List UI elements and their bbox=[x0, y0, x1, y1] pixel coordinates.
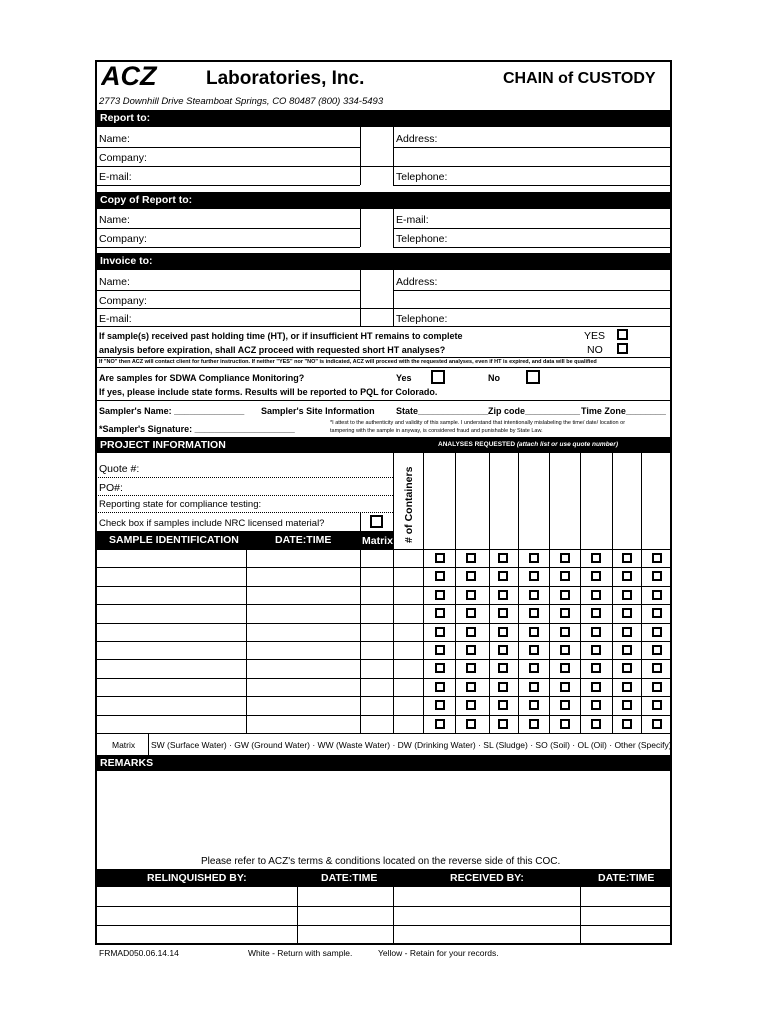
sample-datetime-cell[interactable] bbox=[248, 587, 359, 603]
copy-email-line bbox=[393, 228, 672, 229]
nrc-label: Check box if samples include NRC licensed material? bbox=[99, 518, 325, 529]
quote-label: Quote #: bbox=[99, 463, 140, 475]
analysis-checkbox[interactable] bbox=[466, 553, 476, 563]
received-label: RECEIVED BY: bbox=[450, 872, 524, 884]
remarks-box[interactable] bbox=[97, 771, 670, 853]
analysis-checkbox[interactable] bbox=[435, 553, 445, 563]
invoice-to-header: Invoice to: bbox=[95, 253, 672, 270]
analysis-checkbox[interactable] bbox=[435, 627, 445, 637]
invoice-telephone-label: Telephone: bbox=[396, 313, 448, 325]
sampler-zip-label: Zip code___________ bbox=[488, 406, 581, 416]
analysis-col-line bbox=[518, 453, 519, 733]
nrc-divider bbox=[360, 512, 361, 531]
analysis-col-line bbox=[455, 453, 456, 733]
invoice-divider-2 bbox=[393, 270, 394, 326]
report-divider-2 bbox=[393, 127, 394, 185]
analysis-checkbox[interactable] bbox=[652, 719, 662, 729]
analysis-checkbox[interactable] bbox=[466, 700, 476, 710]
col-datetime: DATE:TIME bbox=[275, 534, 332, 546]
ht-question-line1: If sample(s) received past holding time (HT), or if insufficient HT remains to complete bbox=[99, 331, 463, 341]
ht-no-checkbox[interactable] bbox=[617, 343, 628, 354]
report-name-label: Name: bbox=[99, 133, 130, 145]
sdwa-yes-checkbox[interactable] bbox=[431, 370, 445, 384]
analysis-checkbox[interactable] bbox=[435, 719, 445, 729]
terms-note: Please refer to ACZ's terms & conditions located on the reverse side of this COC. bbox=[201, 856, 561, 867]
yellow-copy-note: Yellow - Retain for your records. bbox=[378, 948, 499, 958]
received-cell-1[interactable] bbox=[395, 888, 579, 905]
sample-id-cell[interactable] bbox=[97, 568, 245, 584]
sample-datetime-cell[interactable] bbox=[248, 679, 359, 695]
sampler-site-info-label: Sampler's Site Information bbox=[261, 406, 375, 416]
sdwa-note: If yes, please include state forms. Results will be reported to PQL for Colorado. bbox=[99, 387, 438, 397]
analysis-checkbox[interactable] bbox=[435, 700, 445, 710]
logo-text: ACZ bbox=[101, 63, 157, 87]
analysis-checkbox[interactable] bbox=[652, 553, 662, 563]
sdwa-line bbox=[95, 400, 672, 401]
invoice-email-line bbox=[95, 326, 672, 327]
analysis-checkbox[interactable] bbox=[622, 553, 632, 563]
custody-row1-line bbox=[95, 906, 672, 907]
reporting-state-label: Reporting state for compliance testing: bbox=[99, 499, 262, 510]
sample-id-cell[interactable] bbox=[97, 587, 245, 603]
copy-name-label: Name: bbox=[99, 214, 130, 226]
analyses-requested-text: ANALYSES REQUESTED bbox=[438, 441, 516, 448]
analysis-checkbox[interactable] bbox=[435, 571, 445, 581]
copy-of-report-header: Copy of Report to: bbox=[95, 192, 672, 209]
sdwa-no-checkbox[interactable] bbox=[526, 370, 540, 384]
analysis-checkbox[interactable] bbox=[498, 627, 508, 637]
analysis-checkbox[interactable] bbox=[466, 608, 476, 618]
report-telephone-label: Telephone: bbox=[396, 171, 448, 183]
sampler-name-label: Sampler's Name: ______________ bbox=[99, 406, 245, 416]
white-copy-note: White - Return with sample. bbox=[248, 948, 353, 958]
acz-logo bbox=[101, 63, 179, 87]
analysis-checkbox[interactable] bbox=[466, 645, 476, 655]
form-id: FRMAD050.06.14.14 bbox=[99, 948, 179, 958]
analysis-col-line bbox=[489, 453, 490, 733]
analysis-checkbox[interactable] bbox=[435, 590, 445, 600]
report-company-line bbox=[95, 166, 672, 167]
analysis-col-line bbox=[580, 453, 581, 733]
analysis-checkbox[interactable] bbox=[622, 700, 632, 710]
sample-datetime-cell[interactable] bbox=[248, 568, 359, 584]
sample-id-cell[interactable] bbox=[97, 642, 245, 658]
copy-divider bbox=[360, 209, 361, 247]
sample-datetime-cell[interactable] bbox=[248, 716, 359, 732]
analysis-checkbox[interactable] bbox=[591, 645, 601, 655]
analysis-col-line bbox=[641, 453, 642, 733]
lab-address: 2773 Downhill Drive Steamboat Springs, CO 80487 (800) 334-5493 bbox=[99, 96, 384, 107]
analysis-checkbox[interactable] bbox=[466, 627, 476, 637]
analysis-checkbox[interactable] bbox=[529, 553, 539, 563]
attest-line2: tampering with the sample in anyway, is considered fraud and punishable by State Law. bbox=[330, 428, 543, 434]
analysis-checkbox[interactable] bbox=[560, 682, 570, 692]
analysis-checkbox[interactable] bbox=[529, 663, 539, 673]
analyses-requested-label bbox=[438, 441, 618, 448]
analysis-checkbox[interactable] bbox=[466, 682, 476, 692]
analysis-checkbox[interactable] bbox=[622, 571, 632, 581]
sample-datetime-cell[interactable] bbox=[248, 642, 359, 658]
attest-line1: *I attest to the authenticity and validity of this sample. I understand that intentionally mislabeling the time/ date/ location or bbox=[330, 420, 626, 426]
ht-note: If "NO" then ACZ will contact client for further instruction. If neither "YES" nor "NO" is indicated, ACZ will proceed with the requested analyses, even if HT is expired, and data will be qualified bbox=[99, 359, 597, 365]
analysis-checkbox[interactable] bbox=[622, 627, 632, 637]
sample-datetime-cell[interactable] bbox=[248, 697, 359, 713]
analysis-checkbox[interactable] bbox=[652, 663, 662, 673]
analysis-checkbox[interactable] bbox=[498, 719, 508, 729]
analysis-checkbox[interactable] bbox=[529, 645, 539, 655]
nrc-checkbox[interactable] bbox=[370, 515, 383, 528]
col-matrix: Matrix bbox=[362, 535, 393, 547]
report-divider bbox=[360, 127, 361, 185]
report-email-label: E-mail: bbox=[99, 171, 132, 183]
analysis-checkbox[interactable] bbox=[560, 645, 570, 655]
ht-note-line bbox=[95, 367, 672, 368]
analysis-checkbox[interactable] bbox=[560, 571, 570, 581]
copy-divider-2 bbox=[393, 209, 394, 247]
sample-id-cell[interactable] bbox=[97, 550, 245, 566]
analysis-checkbox[interactable] bbox=[435, 608, 445, 618]
analysis-checkbox[interactable] bbox=[652, 571, 662, 581]
po-label: PO#: bbox=[99, 482, 123, 494]
analysis-checkbox[interactable] bbox=[622, 590, 632, 600]
relinquished-label: RELINQUISHED BY: bbox=[147, 872, 247, 884]
analysis-checkbox[interactable] bbox=[622, 645, 632, 655]
analysis-checkbox[interactable] bbox=[529, 719, 539, 729]
invoice-email-label: E-mail: bbox=[99, 313, 132, 325]
report-telephone-line bbox=[393, 185, 672, 186]
analysis-checkbox[interactable] bbox=[560, 608, 570, 618]
analysis-checkbox[interactable] bbox=[529, 608, 539, 618]
sdwa-no-label: No bbox=[488, 373, 500, 383]
matrix-legend-label: Matrix bbox=[112, 740, 136, 750]
containers-label-wrap bbox=[393, 453, 423, 549]
relinquished-cell-1[interactable] bbox=[97, 888, 296, 905]
analysis-checkbox[interactable] bbox=[498, 590, 508, 600]
copy-company-line bbox=[95, 247, 360, 248]
report-address-label: Address: bbox=[396, 133, 438, 145]
analysis-checkbox[interactable] bbox=[560, 663, 570, 673]
copy-telephone-line bbox=[393, 247, 672, 248]
sampler-state-label: State______________ bbox=[396, 406, 489, 416]
ht-line bbox=[95, 357, 672, 358]
invoice-address-line bbox=[393, 290, 672, 291]
legend-divider bbox=[148, 733, 149, 755]
remarks-header: REMARKS bbox=[95, 755, 672, 771]
analysis-checkbox[interactable] bbox=[591, 700, 601, 710]
sample-id-cell[interactable] bbox=[97, 624, 245, 640]
invoice-name-line bbox=[95, 290, 360, 291]
analysis-checkbox[interactable] bbox=[560, 590, 570, 600]
col-sample-id: SAMPLE IDENTIFICATION bbox=[109, 534, 239, 546]
report-address-line bbox=[393, 147, 672, 148]
ht-question-line2: analysis before expiration, shall ACZ proceed with requested short HT analyses? bbox=[99, 345, 446, 355]
custody-div3 bbox=[580, 887, 581, 943]
invoice-address-label: Address: bbox=[396, 276, 438, 288]
analysis-checkbox[interactable] bbox=[622, 682, 632, 692]
copy-email-label: E-mail: bbox=[396, 214, 429, 226]
invoice-divider bbox=[360, 270, 361, 326]
analysis-checkbox[interactable] bbox=[652, 590, 662, 600]
analysis-checkbox[interactable] bbox=[498, 645, 508, 655]
custody-div1 bbox=[297, 887, 298, 943]
company-name: Laboratories, Inc. bbox=[206, 68, 365, 89]
analysis-checkbox[interactable] bbox=[466, 571, 476, 581]
analysis-checkbox[interactable] bbox=[591, 627, 601, 637]
custody-div2 bbox=[393, 887, 394, 943]
project-info-header: PROJECT INFORMATION bbox=[95, 437, 672, 453]
ht-yes-checkbox[interactable] bbox=[617, 329, 628, 340]
analysis-checkbox[interactable] bbox=[591, 719, 601, 729]
report-name-line bbox=[95, 147, 360, 148]
analysis-col-line bbox=[549, 453, 550, 733]
copy-name-line bbox=[95, 228, 360, 229]
analysis-checkbox[interactable] bbox=[498, 571, 508, 581]
analysis-checkbox[interactable] bbox=[652, 645, 662, 655]
analysis-checkbox[interactable] bbox=[498, 553, 508, 563]
analysis-checkbox[interactable] bbox=[498, 663, 508, 673]
sample-datetime-cell[interactable] bbox=[248, 624, 359, 640]
analysis-checkbox[interactable] bbox=[622, 719, 632, 729]
analysis-checkbox[interactable] bbox=[622, 663, 632, 673]
sample-id-cell[interactable] bbox=[97, 697, 245, 713]
analysis-checkbox[interactable] bbox=[560, 553, 570, 563]
invoice-name-label: Name: bbox=[99, 276, 130, 288]
analysis-checkbox[interactable] bbox=[591, 682, 601, 692]
sample-id-cell[interactable] bbox=[97, 716, 245, 732]
sample-datetime-cell[interactable] bbox=[248, 550, 359, 566]
analysis-checkbox[interactable] bbox=[529, 682, 539, 692]
sampler-timezone-label: Time Zone________ bbox=[581, 406, 666, 416]
custody-datetime1-label: DATE:TIME bbox=[321, 872, 378, 884]
quote-line bbox=[95, 477, 393, 478]
containers-col-line bbox=[393, 453, 394, 733]
analysis-checkbox[interactable] bbox=[591, 553, 601, 563]
sdwa-question: Are samples for SDWA Compliance Monitoring? bbox=[99, 373, 305, 383]
state-line bbox=[95, 512, 393, 513]
analysis-checkbox[interactable] bbox=[652, 700, 662, 710]
sample-id-cell[interactable] bbox=[97, 660, 245, 676]
document-title: CHAIN of CUSTODY bbox=[503, 70, 656, 87]
po-line bbox=[95, 495, 393, 496]
analysis-checkbox[interactable] bbox=[591, 590, 601, 600]
sample-id-cell[interactable] bbox=[97, 605, 245, 621]
sample-datetime-cell[interactable] bbox=[248, 660, 359, 676]
analysis-checkbox[interactable] bbox=[652, 627, 662, 637]
ht-yes-label: YES bbox=[584, 330, 606, 342]
analysis-checkbox[interactable] bbox=[652, 608, 662, 618]
analysis-checkbox[interactable] bbox=[435, 682, 445, 692]
analysis-checkbox[interactable] bbox=[560, 627, 570, 637]
analysis-checkbox[interactable] bbox=[529, 700, 539, 710]
analysis-checkbox[interactable] bbox=[652, 682, 662, 692]
analysis-checkbox[interactable] bbox=[466, 719, 476, 729]
analysis-checkbox[interactable] bbox=[466, 663, 476, 673]
analysis-checkbox[interactable] bbox=[622, 608, 632, 618]
invoice-company-line bbox=[95, 308, 672, 309]
legend-top-line bbox=[95, 733, 672, 734]
analysis-checkbox[interactable] bbox=[466, 590, 476, 600]
analysis-checkbox[interactable] bbox=[529, 590, 539, 600]
report-to-header: Report to: bbox=[95, 110, 672, 127]
sampler-signature-label: *Sampler's Signature: ____________________ bbox=[99, 424, 295, 434]
analysis-checkbox[interactable] bbox=[498, 700, 508, 710]
custody-row2-line bbox=[95, 925, 672, 926]
analysis-checkbox[interactable] bbox=[560, 719, 570, 729]
analysis-col-line bbox=[423, 453, 424, 733]
analysis-checkbox[interactable] bbox=[498, 682, 508, 692]
matrix-legend-text: SW (Surface Water) · GW (Ground Water) · WW (Waste Water) · DW (Drinking Water) · SL (Sludge) · SO (Soil) · OL (Oil) · Other (Specify) bbox=[151, 740, 672, 750]
ht-no-label: NO bbox=[587, 344, 603, 356]
analysis-checkbox[interactable] bbox=[591, 571, 601, 581]
analysis-checkbox[interactable] bbox=[560, 700, 570, 710]
analysis-checkbox[interactable] bbox=[529, 627, 539, 637]
custody-datetime2-label: DATE:TIME bbox=[598, 872, 655, 884]
copy-company-label: Company: bbox=[99, 233, 147, 245]
containers-label: # of Containers bbox=[403, 466, 415, 543]
report-email-line bbox=[95, 185, 360, 186]
containers-label-svg bbox=[393, 453, 423, 549]
analysis-checkbox[interactable] bbox=[591, 608, 601, 618]
sample-id-cell[interactable] bbox=[97, 679, 245, 695]
analysis-checkbox[interactable] bbox=[435, 663, 445, 673]
analysis-checkbox[interactable] bbox=[498, 608, 508, 618]
analyses-note: (attach list or use quote number) bbox=[516, 441, 618, 448]
copy-telephone-label: Telephone: bbox=[396, 233, 448, 245]
analysis-checkbox[interactable] bbox=[435, 645, 445, 655]
report-company-label: Company: bbox=[99, 152, 147, 164]
acz-logo-graphic bbox=[101, 63, 179, 87]
sample-datetime-cell[interactable] bbox=[248, 605, 359, 621]
analysis-checkbox[interactable] bbox=[529, 571, 539, 581]
invoice-company-label: Company: bbox=[99, 295, 147, 307]
analysis-col-line bbox=[612, 453, 613, 733]
sdwa-yes-label: Yes bbox=[396, 373, 412, 383]
analysis-checkbox[interactable] bbox=[591, 663, 601, 673]
